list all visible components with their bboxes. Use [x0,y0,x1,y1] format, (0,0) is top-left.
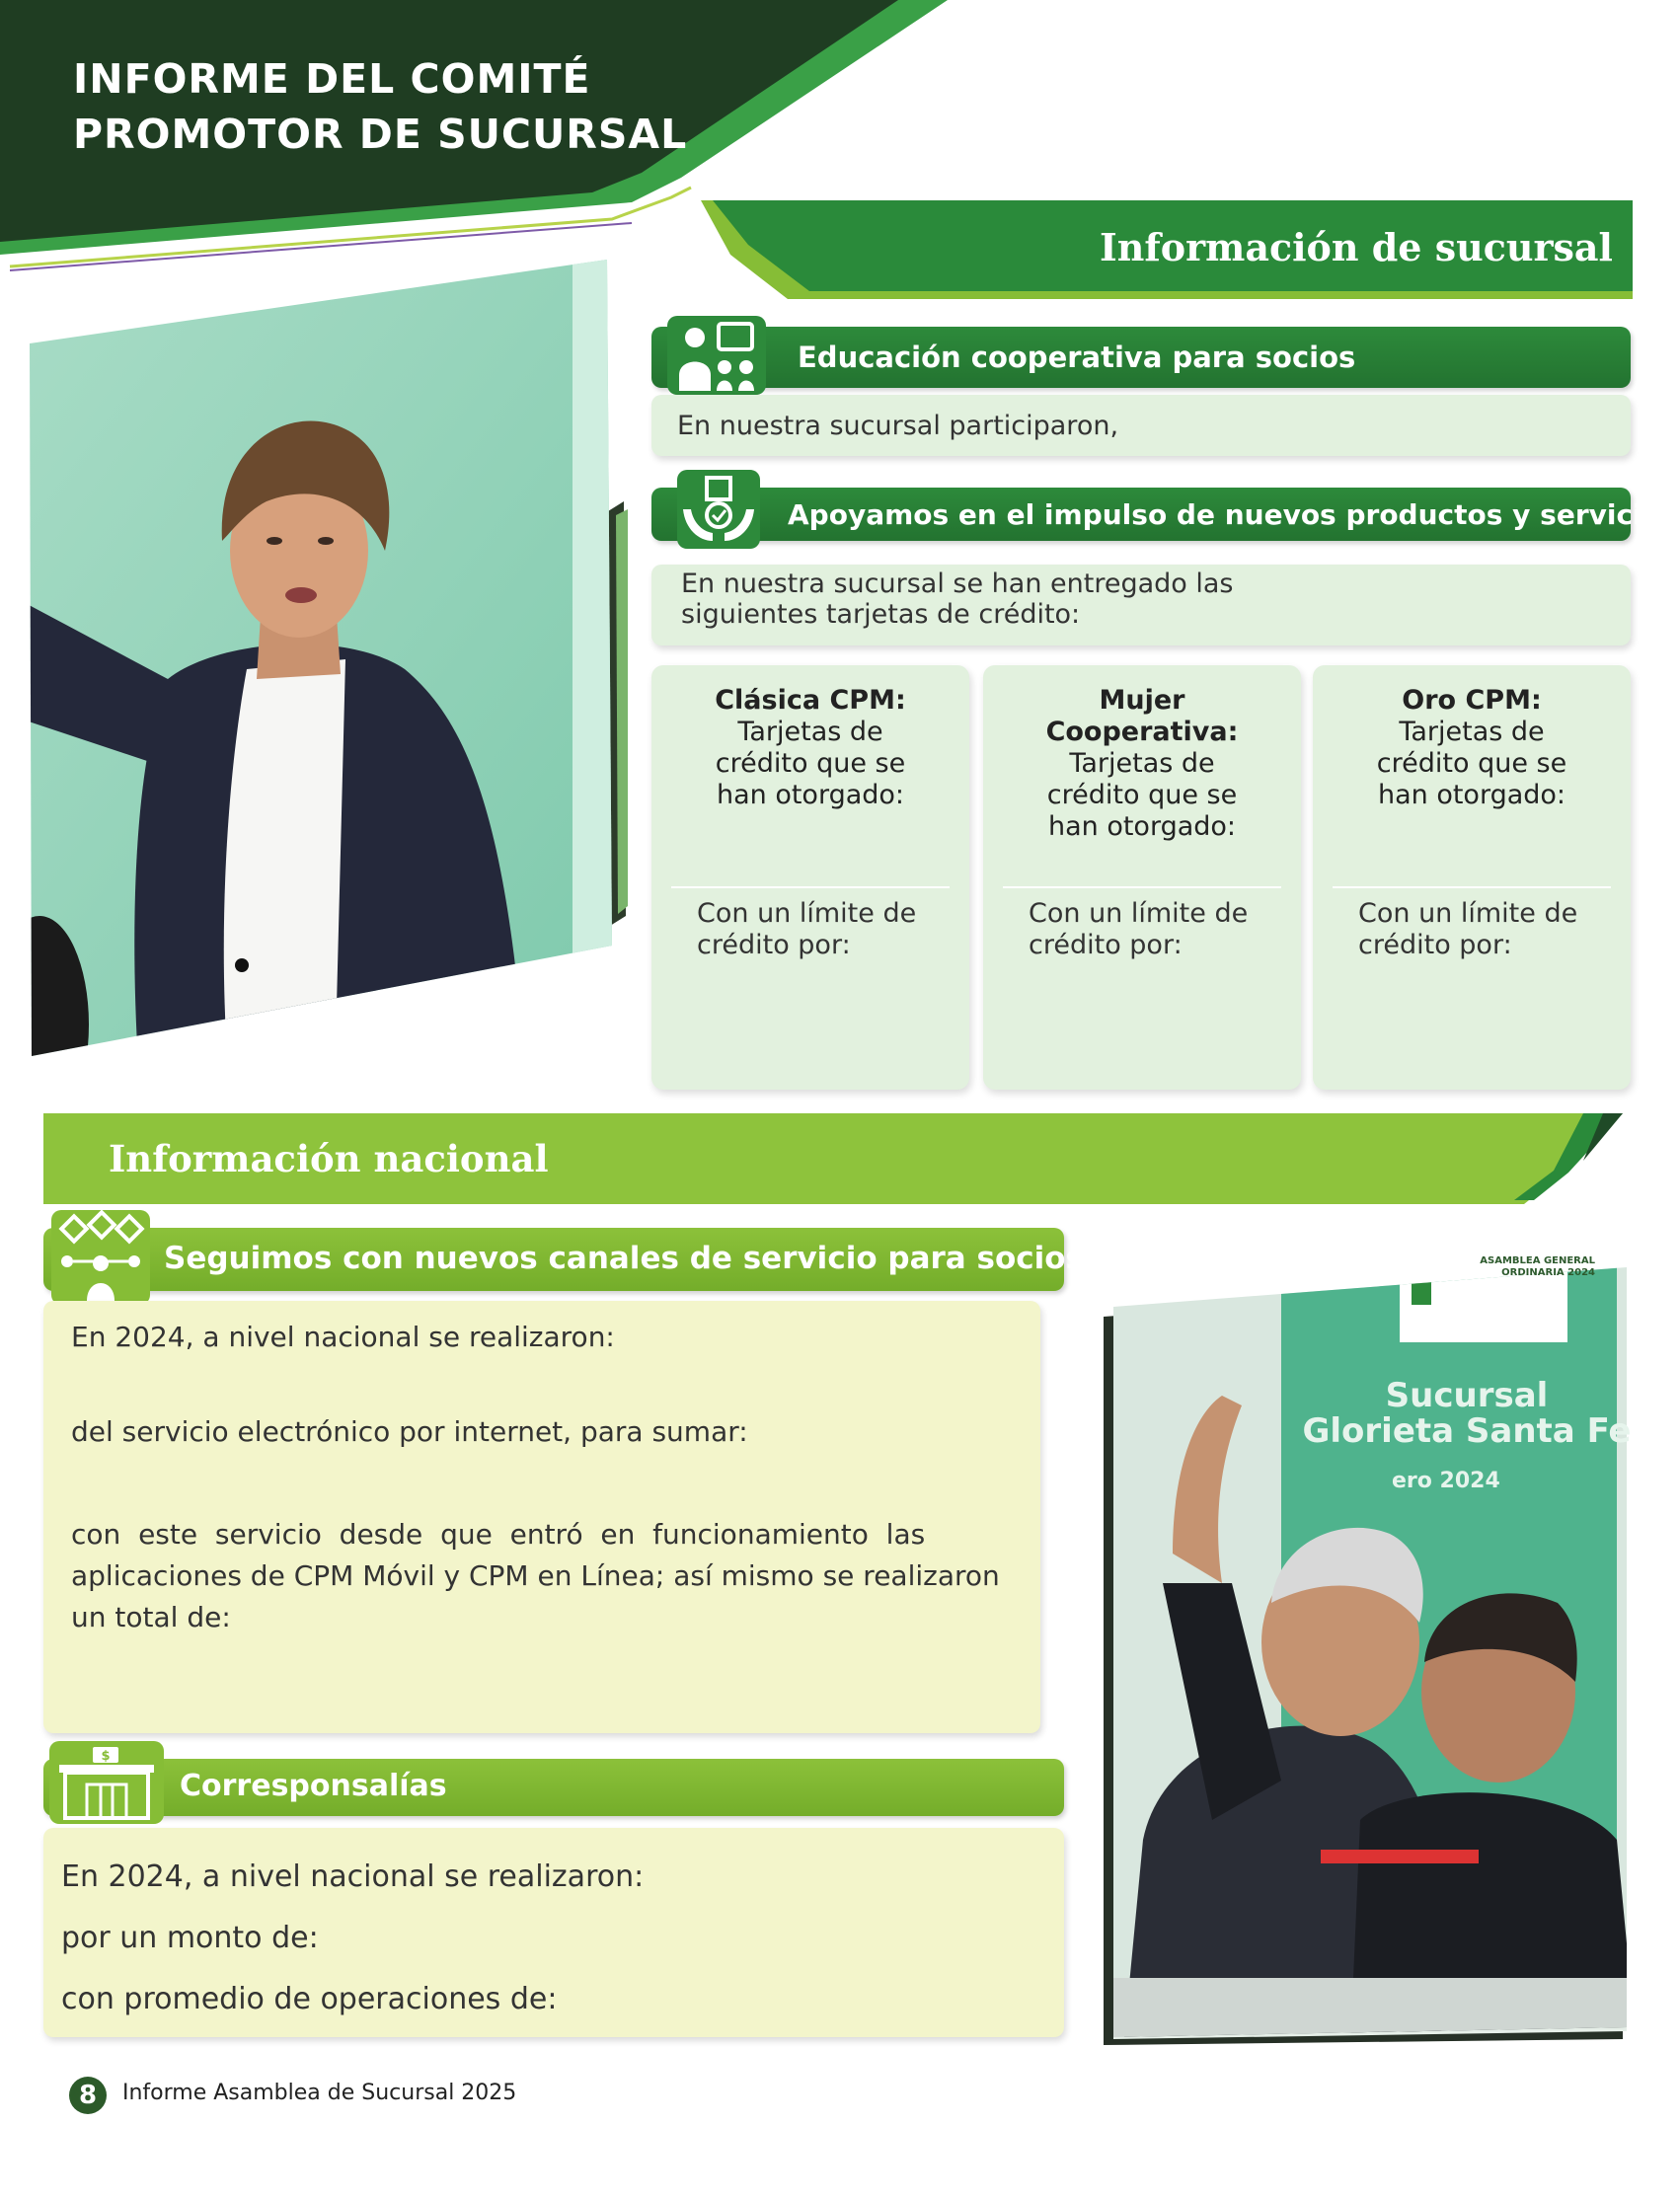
card-limit-line: crédito por: [697,930,851,960]
card-limit [1358,898,1611,961]
card-name-line: Mujer [1099,685,1185,716]
products-text-line2: siguientes tarjetas de crédito: [681,599,1081,630]
document-title [73,51,687,162]
national-info-banner: Información nacional [109,1137,549,1180]
products-title: Apoyamos en el impulso de nuevos productos y servicios [788,498,1678,531]
card-header [671,685,950,811]
hands-gift-icon [677,470,760,549]
card-divider [1333,886,1611,888]
svg-text:$: $ [101,1749,111,1764]
education-text: En nuestra sucursal participaron, [677,411,1119,441]
assembly-badge-line2 [1447,1267,1595,1279]
products-text-line1: En nuestra sucursal se han entregado las [681,569,1234,599]
card-limit-line: Con un límite de [697,898,917,929]
document-title-line2: PROMOTOR DE SUCURSAL [73,111,688,158]
photo-banner-line3: ero 2024 [1392,1469,1500,1493]
assembly-badge-line1: ASAMBLEA GENERAL [1480,1255,1595,1266]
audience-photo [1104,1228,1637,2047]
correspondents-line3: con promedio de operaciones de: [61,1982,558,2016]
card-name: Clásica CPM: [715,685,906,716]
card-desc-line: Tarjetas de [1069,748,1215,779]
photo-banner-text [1299,1378,1635,1449]
photo-banner-line2: Glorieta Santa Fe [1302,1411,1632,1451]
card-desc-line: crédito que se [1046,780,1238,810]
card-header [1003,685,1281,843]
credit-card-mujer-cooperativa [983,665,1301,1090]
card-limit [697,898,950,961]
card-desc-line: han otorgado: [1047,811,1237,842]
card-desc-line: crédito que se [715,748,906,779]
card-name: Oro CPM: [1402,685,1542,716]
channels-title: Seguimos con nuevos canales de servicio para socios [164,1241,1085,1276]
card-limit [1029,898,1281,961]
card-desc-line: han otorgado: [1377,780,1566,810]
branch-info-banner: Información de sucursal [1100,225,1613,269]
credit-card-oro [1313,665,1631,1090]
products-text [681,569,1234,630]
speaker-photo [20,255,632,1064]
card-divider [671,886,950,888]
card-limit-line: Con un límite de [1358,898,1578,929]
bank-building-icon [49,1741,164,1824]
card-divider [1003,886,1281,888]
assembly-badge-ordinaria: ORDINARIA [1501,1267,1565,1278]
people-training-icon [667,316,766,395]
card-desc-line: Tarjetas de [737,717,883,747]
card-header [1333,685,1611,811]
photo-banner-line1: Sucursal [1385,1376,1549,1415]
card-desc-line: crédito que se [1376,748,1567,779]
correspondents-line2: por un monto de: [61,1921,319,1955]
channels-paragraph-line: aplicaciones de CPM Móvil y CPM en Línea; así mismo se realizaron [71,1559,1000,1592]
correspondents-title: Corresponsalías [180,1769,447,1803]
channels-line1: En 2024, a nivel nacional se realizaron: [71,1321,615,1353]
channels-paragraph-line: un total de: [71,1601,231,1633]
assembly-badge-year: 2024 [1567,1267,1595,1278]
card-desc-line: Tarjetas de [1399,717,1545,747]
correspondents-line1: En 2024, a nivel nacional se realizaron: [61,1859,645,1894]
card-limit-line: Con un límite de [1029,898,1249,929]
footer-text: Informe Asamblea de Sucursal 2025 [122,2081,517,2105]
document-title-line1: INFORME DEL COMITÉ [73,55,591,103]
education-title: Educación cooperativa para socios [798,341,1356,374]
credit-card-clasica [651,665,969,1090]
channels-line2: del servicio electrónico por internet, para sumar: [71,1415,748,1448]
card-limit-line: crédito por: [1358,930,1512,960]
page-number: 8 [69,2077,107,2114]
card-limit-line: crédito por: [1029,930,1183,960]
card-desc-line: han otorgado: [716,780,905,810]
assembly-badge [1447,1255,1595,1279]
channels-paragraph [71,1514,1019,1638]
channels-paragraph-line: con este servicio desde que entró en funcionamiento las [71,1518,926,1551]
card-name-line: Cooperativa: [1045,717,1239,747]
network-people-icon [51,1210,150,1305]
